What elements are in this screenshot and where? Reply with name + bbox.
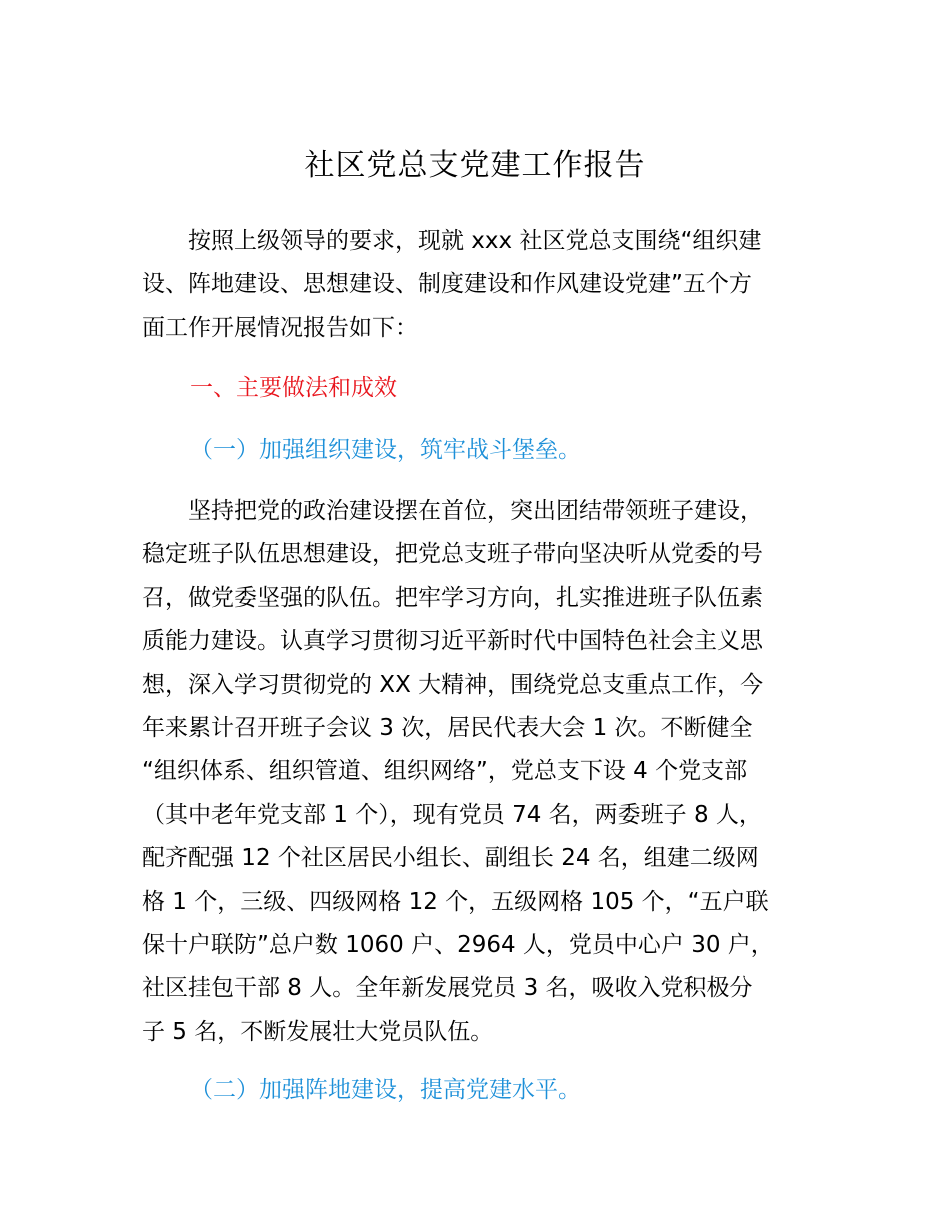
body-line: （其中老年党支部 1 个），现有党员 74 名，两委班子 8 人， — [142, 801, 762, 828]
body-line: 配齐配强 12 个社区居民小组长、副组长 24 名，组建二级网 — [142, 845, 759, 872]
intro-line: 按照上级领导的要求，现就 xxx 社区党总支围绕“组织建 — [142, 228, 762, 254]
intro-line: 设、阵地建设、思想建设、制度建设和作风建设党建”五个方 — [142, 271, 752, 298]
body-line: 年来累计召开班子会议 3 次，居民代表大会 1 次。不断健全 — [142, 715, 753, 742]
subsection-heading: （二）加强阵地建设，提高党建水平。 — [190, 1077, 581, 1103]
intro-line: 面工作开展情况报告如下： — [142, 314, 418, 341]
body-line: 子 5 名，不断发展壮大党员队伍。 — [142, 1018, 494, 1045]
body-paragraph — [142, 490, 822, 1054]
body-line: 格 1 个，三级、四级网格 12 个，五级网格 105 个，“五户联 — [142, 888, 769, 915]
subsection-heading: （一）加强组织建设，筑牢战斗堡垒。 — [190, 437, 581, 463]
body-line: 召，做党委坚强的队伍。把牢学习方向，扎实推进班子队伍素 — [142, 584, 763, 611]
body-line: 质能力建设。认真学习贯彻习近平新时代中国特色社会主义思 — [142, 628, 763, 655]
section-heading: 一、主要做法和成效 — [190, 375, 397, 401]
body-line: 社区挂包干部 8 人。全年新发展党员 3 名，吸收入党积极分 — [142, 975, 753, 1002]
intro-paragraph — [142, 220, 822, 350]
document-title: 社区党总支党建工作报告 — [304, 148, 646, 183]
body-line: 保十户联防”总户数 1060 户、2964 人，党员中心户 30 户， — [142, 932, 774, 959]
body-line: 稳定班子队伍思想建设，把党总支班子带向坚决听从党委的号 — [142, 541, 763, 568]
body-line: 想，深入学习贯彻党的 XX 大精神，围绕党总支重点工作，今 — [142, 671, 764, 698]
body-line: 坚持把党的政治建设摆在首位，突出团结带领班子建设， — [142, 498, 763, 524]
body-line: “组织体系、组织管道、组织网络”，党总支下设 4 个党支部 — [142, 758, 748, 785]
